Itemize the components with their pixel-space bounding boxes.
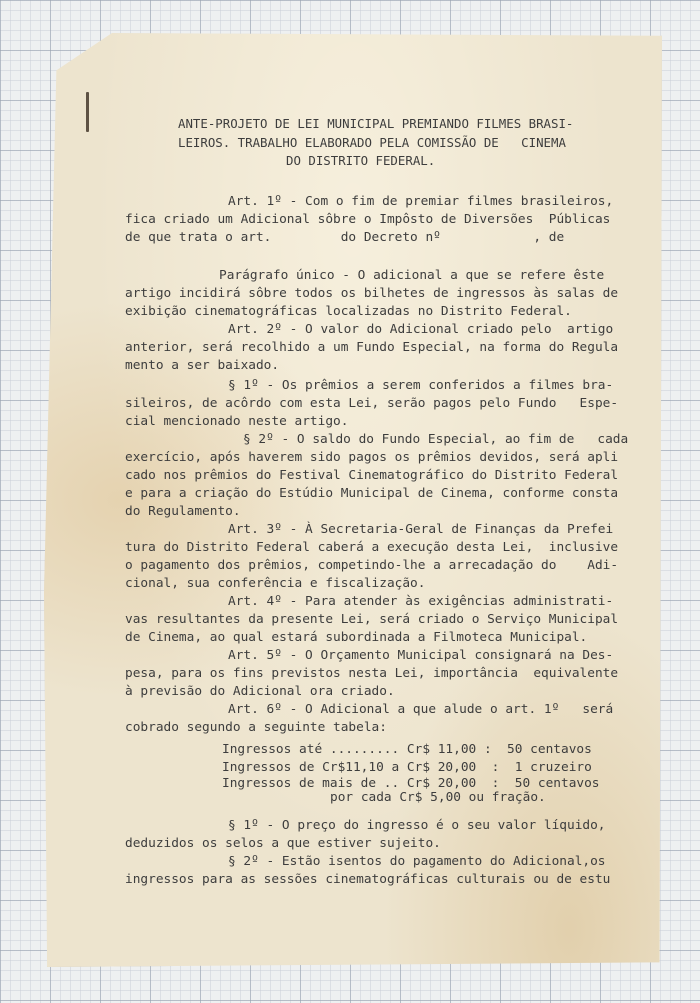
body-line: Art. 2º - O valor do Adicional criado pelo artigo — [228, 322, 614, 337]
body-line: § 2º - O saldo do Fundo Especial, ao fim de cada — [243, 432, 629, 447]
table-row-continuation: por cada Cr$ 5,00 ou fração. — [330, 790, 546, 805]
table-row: Ingressos de Cr$11,10 a Cr$ 20,00 : 1 cruzeiro — [222, 760, 592, 775]
table-row: Ingressos de mais de .. Cr$ 20,00 : 50 centavos — [222, 776, 600, 791]
body-line: Art. 1º - Com o fim de premiar filmes brasileiros, — [228, 194, 614, 209]
body-line: vas resultantes da presente Lei, será criado o Serviço Municipal — [125, 612, 619, 627]
body-line: do Regulamento. — [125, 504, 241, 519]
body-line: o pagamento dos prêmios, competindo-lhe a arrecadação do Adi- — [125, 558, 619, 573]
body-line: Parágrafo único - O adicional a que se refere êste — [219, 268, 605, 283]
body-line: § 1º - O preço do ingresso é o seu valor líquido, — [228, 818, 606, 833]
table-row: Ingressos até ......... Cr$ 11,00 : 50 centavos — [222, 742, 592, 757]
body-line: cional, sua conferência e fiscalização. — [125, 576, 426, 591]
title-line-3: DO DISTRITO FEDERAL. — [286, 153, 436, 168]
body-line: exibição cinematográficas localizadas no Distrito Federal. — [125, 304, 572, 319]
body-line: sileiros, de acôrdo com esta Lei, serão pagos pelo Fundo Espe- — [125, 396, 619, 411]
body-line: mento a ser baixado. — [125, 358, 280, 373]
body-line: cobrado segundo a seguinte tabela: — [125, 720, 387, 735]
staple-mark — [86, 92, 89, 132]
body-line: Art. 6º - O Adicional a que alude o art. 1º será — [228, 702, 614, 717]
body-line: e para a criação do Estúdio Municipal de Cinema, conforme consta — [125, 486, 619, 501]
body-line: tura do Distrito Federal caberá a execução desta Lei, inclusive — [125, 540, 619, 555]
body-line: cado nos prêmios do Festival Cinematográfico do Distrito Federal — [125, 468, 619, 483]
body-line: à previsão do Adicional ora criado. — [125, 684, 395, 699]
title-line-1: ANTE-PROJETO DE LEI MUNICIPAL PREMIANDO FILMES BRASI- — [178, 116, 574, 131]
body-line: ingressos para as sessões cinematográficas culturais ou de estu — [125, 872, 611, 887]
body-line: pesa, para os fins previstos nesta Lei, importância equivalente — [125, 666, 619, 681]
body-line: artigo incidirá sôbre todos os bilhetes de ingressos às salas de — [125, 286, 619, 301]
body-line: Art. 5º - O Orçamento Municipal consignará na Des- — [228, 648, 614, 663]
title-line-2: LEIROS. TRABALHO ELABORADO PELA COMISSÃO DE CINEMA — [178, 135, 566, 150]
body-line: Art. 3º - À Secretaria-Geral de Finanças da Prefei — [228, 522, 614, 537]
body-line: de Cinema, ao qual estará subordinada a Filmoteca Municipal. — [125, 630, 588, 645]
body-line: § 2º - Estão isentos do pagamento do Adicional,os — [228, 854, 606, 869]
body-line: fica criado um Adicional sôbre o Impôsto de Diversões Públicas — [125, 212, 611, 227]
body-line: § 1º - Os prêmios a serem conferidos a filmes bra- — [228, 378, 614, 393]
body-line: deduzidos os selos a que estiver sujeito. — [125, 836, 441, 851]
body-line: Art. 4º - Para atender às exigências administrati- — [228, 594, 614, 609]
body-line: exercício, após haverem sido pagos os prêmios devidos, será apli — [125, 450, 619, 465]
body-line: de que trata o art. do Decreto nº , de — [125, 230, 565, 245]
body-line: cial mencionado neste artigo. — [125, 414, 349, 429]
body-line: anterior, será recolhido a um Fundo Especial, na forma do Regula — [125, 340, 619, 355]
